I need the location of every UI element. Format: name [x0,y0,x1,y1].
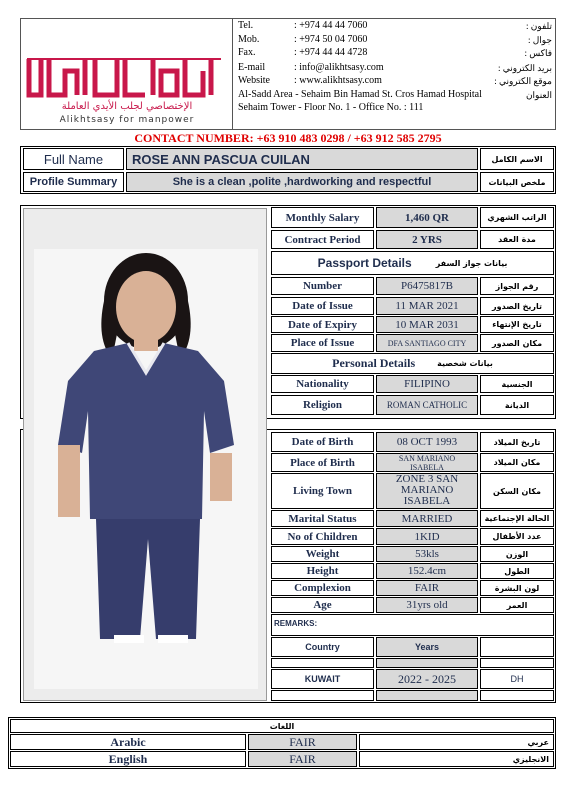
language-english-label-ar: الانجليزي [359,751,554,767]
experience-blank-1 [271,690,374,701]
pob-label: Place of Birth [271,453,374,472]
marital-label-ar: الحالة الإجتماعية [480,510,554,527]
full-name-label-ar: الاسم الكامل [480,148,554,170]
children-value: 1KID [376,528,478,545]
salary-value: 1,460 QR [376,207,478,228]
nationality-label: Nationality [271,375,374,393]
living-town-line-3: ISABELA [403,495,451,507]
children-label-ar: عدد الأطفال [480,528,554,545]
tel-label: Tel. [238,20,254,31]
living-town-value [376,473,478,509]
complexion-label: Complexion [271,580,374,596]
marital-label: Marital Status [271,510,374,527]
language-arabic-label-ar: عربي [359,734,554,750]
religion-label-ar: الديانة [480,395,554,415]
language-arabic-label: Arabic [10,734,246,750]
personal-header-text-ar: بيانات شخصية [437,359,493,368]
nationality-label-ar: الجنسية [480,375,554,393]
full-name-label: Full Name [23,148,124,170]
issue-date-label: Date of Issue [271,297,374,315]
living-town-line-2: MARIANO [400,484,454,496]
passport-header-text: Passport Details [317,256,412,270]
language-arabic-value: FAIR [248,734,357,750]
remarks-label: REMARKS: [274,619,318,628]
mob-label-ar: جوال : [527,35,552,45]
age-label-ar: العمر [480,597,554,613]
height-label-ar: الطول [480,563,554,579]
complexion-value: FAIR [376,580,478,596]
height-value: 152.4cm [376,563,478,579]
experience-role: DH [480,669,554,689]
living-town-label-ar: مكان السكن [480,473,554,509]
experience-blank-3 [480,690,554,701]
place-of-issue-label-ar: مكان الصدور [480,334,554,352]
experience-years-header: Years [376,637,478,657]
age-label: Age [271,597,374,613]
email-label-ar: بريد الكتروني : [498,63,552,73]
website-label: Website [238,75,270,86]
pob-value [376,453,478,472]
pob-label-ar: مكان الميلاد [480,453,554,472]
experience-spacer-3 [480,658,554,668]
company-logo-icon [21,19,233,129]
email-value[interactable]: : info@alikhtsasy.com [294,62,384,73]
weight-value: 53kls [376,546,478,562]
mob-label: Mob. [238,34,260,45]
address-line-1: Al-Sadd Area - Sehaim Bin Hamad St. Cros Hamad Hospital [238,89,482,100]
logo-english-name: Alikhtsasy for manpower [59,115,195,125]
experience-spacer-1 [271,658,374,668]
passport-number-value: P6475817B [376,277,478,295]
passport-number-label-ar: رقم الجواز [480,277,554,295]
contract-value: 2 YRS [376,230,478,249]
candidate-photo [23,208,267,701]
complexion-label-ar: لون البشرة [480,580,554,596]
website-value[interactable]: : www.alikhtsasy.com [294,75,382,86]
passport-header-text-ar: بيانات جواز السفر [435,258,508,268]
dob-label-ar: تاريخ الميلاد [480,432,554,452]
dob-value: 08 OCT 1993 [376,432,478,452]
expiry-date-value: 10 MAR 2031 [376,316,478,333]
logo-panel [21,19,233,129]
nationality-value: FILIPINO [376,375,478,393]
experience-spacer-2 [376,658,478,668]
personal-header-text: Personal Details [332,356,416,370]
weight-label: Weight [271,546,374,562]
salary-label: Monthly Salary [271,207,374,228]
issue-date-value: 11 MAR 2021 [376,297,478,315]
fax-label-ar: فاكس : [524,48,552,58]
remarks-area [271,614,554,636]
full-name-value: ROSE ANN PASCUA CUILAN [126,148,478,170]
religion-label: Religion [271,395,374,415]
living-town-line-1: ZONE 3 SAN [395,473,459,485]
religion-value: ROMAN CATHOLIC [376,395,478,415]
tel-label-ar: تلفون : [525,21,552,31]
tel-value: : +974 44 44 7060 [294,20,368,31]
expiry-date-label: Date of Expiry [271,316,374,333]
height-label: Height [271,563,374,579]
language-english-label: English [10,751,246,767]
marital-value: MARRIED [376,510,478,527]
experience-header-blank [480,637,554,657]
candidate-photo-image [24,209,267,701]
language-english-value: FAIR [248,751,357,767]
children-label: No of Children [271,528,374,545]
languages-header-ar: اللغات [10,719,554,733]
place-of-issue-value: DFA SANTIAGO CITY [376,334,478,352]
mob-value: : +974 50 04 7060 [294,34,368,45]
salary-label-ar: الراتب الشهري [480,207,554,228]
weight-label-ar: الوزن [480,546,554,562]
place-of-issue-label: Place of Issue [271,334,374,352]
profile-summary-label: Profile Summary [23,172,124,192]
logo-arabic-name: الإختصاصي لجلب الأيدي العاملة [61,101,193,112]
personal-details-header [271,353,554,374]
contact-number: CONTACT NUMBER: +63 910 483 0298 / +63 912 585 2795 [134,131,442,145]
age-value: 31yrs old [376,597,478,613]
profile-summary-value: She is a clean ,polite ,hardworking and respectful [126,172,478,192]
contract-label: Contract Period [271,230,374,249]
experience-blank-2 [376,690,478,701]
experience-years: 2022 - 2025 [376,669,478,689]
fax-value: : +974 44 44 4728 [294,47,368,58]
address-line-2: Sehaim Tower - Floor No. 1 - Office No. : 111 [238,102,424,113]
address-label-ar: العنوان [525,90,552,100]
living-town-label: Living Town [271,473,374,509]
profile-summary-label-ar: ملخص البيانات [480,172,554,192]
pob-value-line-1: SAN MARIANO [398,454,456,463]
pob-value-line-2: ISABELA [410,463,444,472]
contract-label-ar: مدة العقد [480,230,554,249]
experience-country: KUWAIT [271,669,374,689]
passport-number-label: Number [271,277,374,295]
fax-label: Fax. [238,47,256,58]
expiry-date-label-ar: تاريخ الإنتهاء [480,316,554,333]
experience-country-header: Country [271,637,374,657]
passport-details-header [271,251,554,275]
dob-label: Date of Birth [271,432,374,452]
issue-date-label-ar: تاريخ الصدور [480,297,554,315]
website-label-ar: موقع الكتروني : [494,76,552,86]
email-label: E-mail [238,62,266,73]
